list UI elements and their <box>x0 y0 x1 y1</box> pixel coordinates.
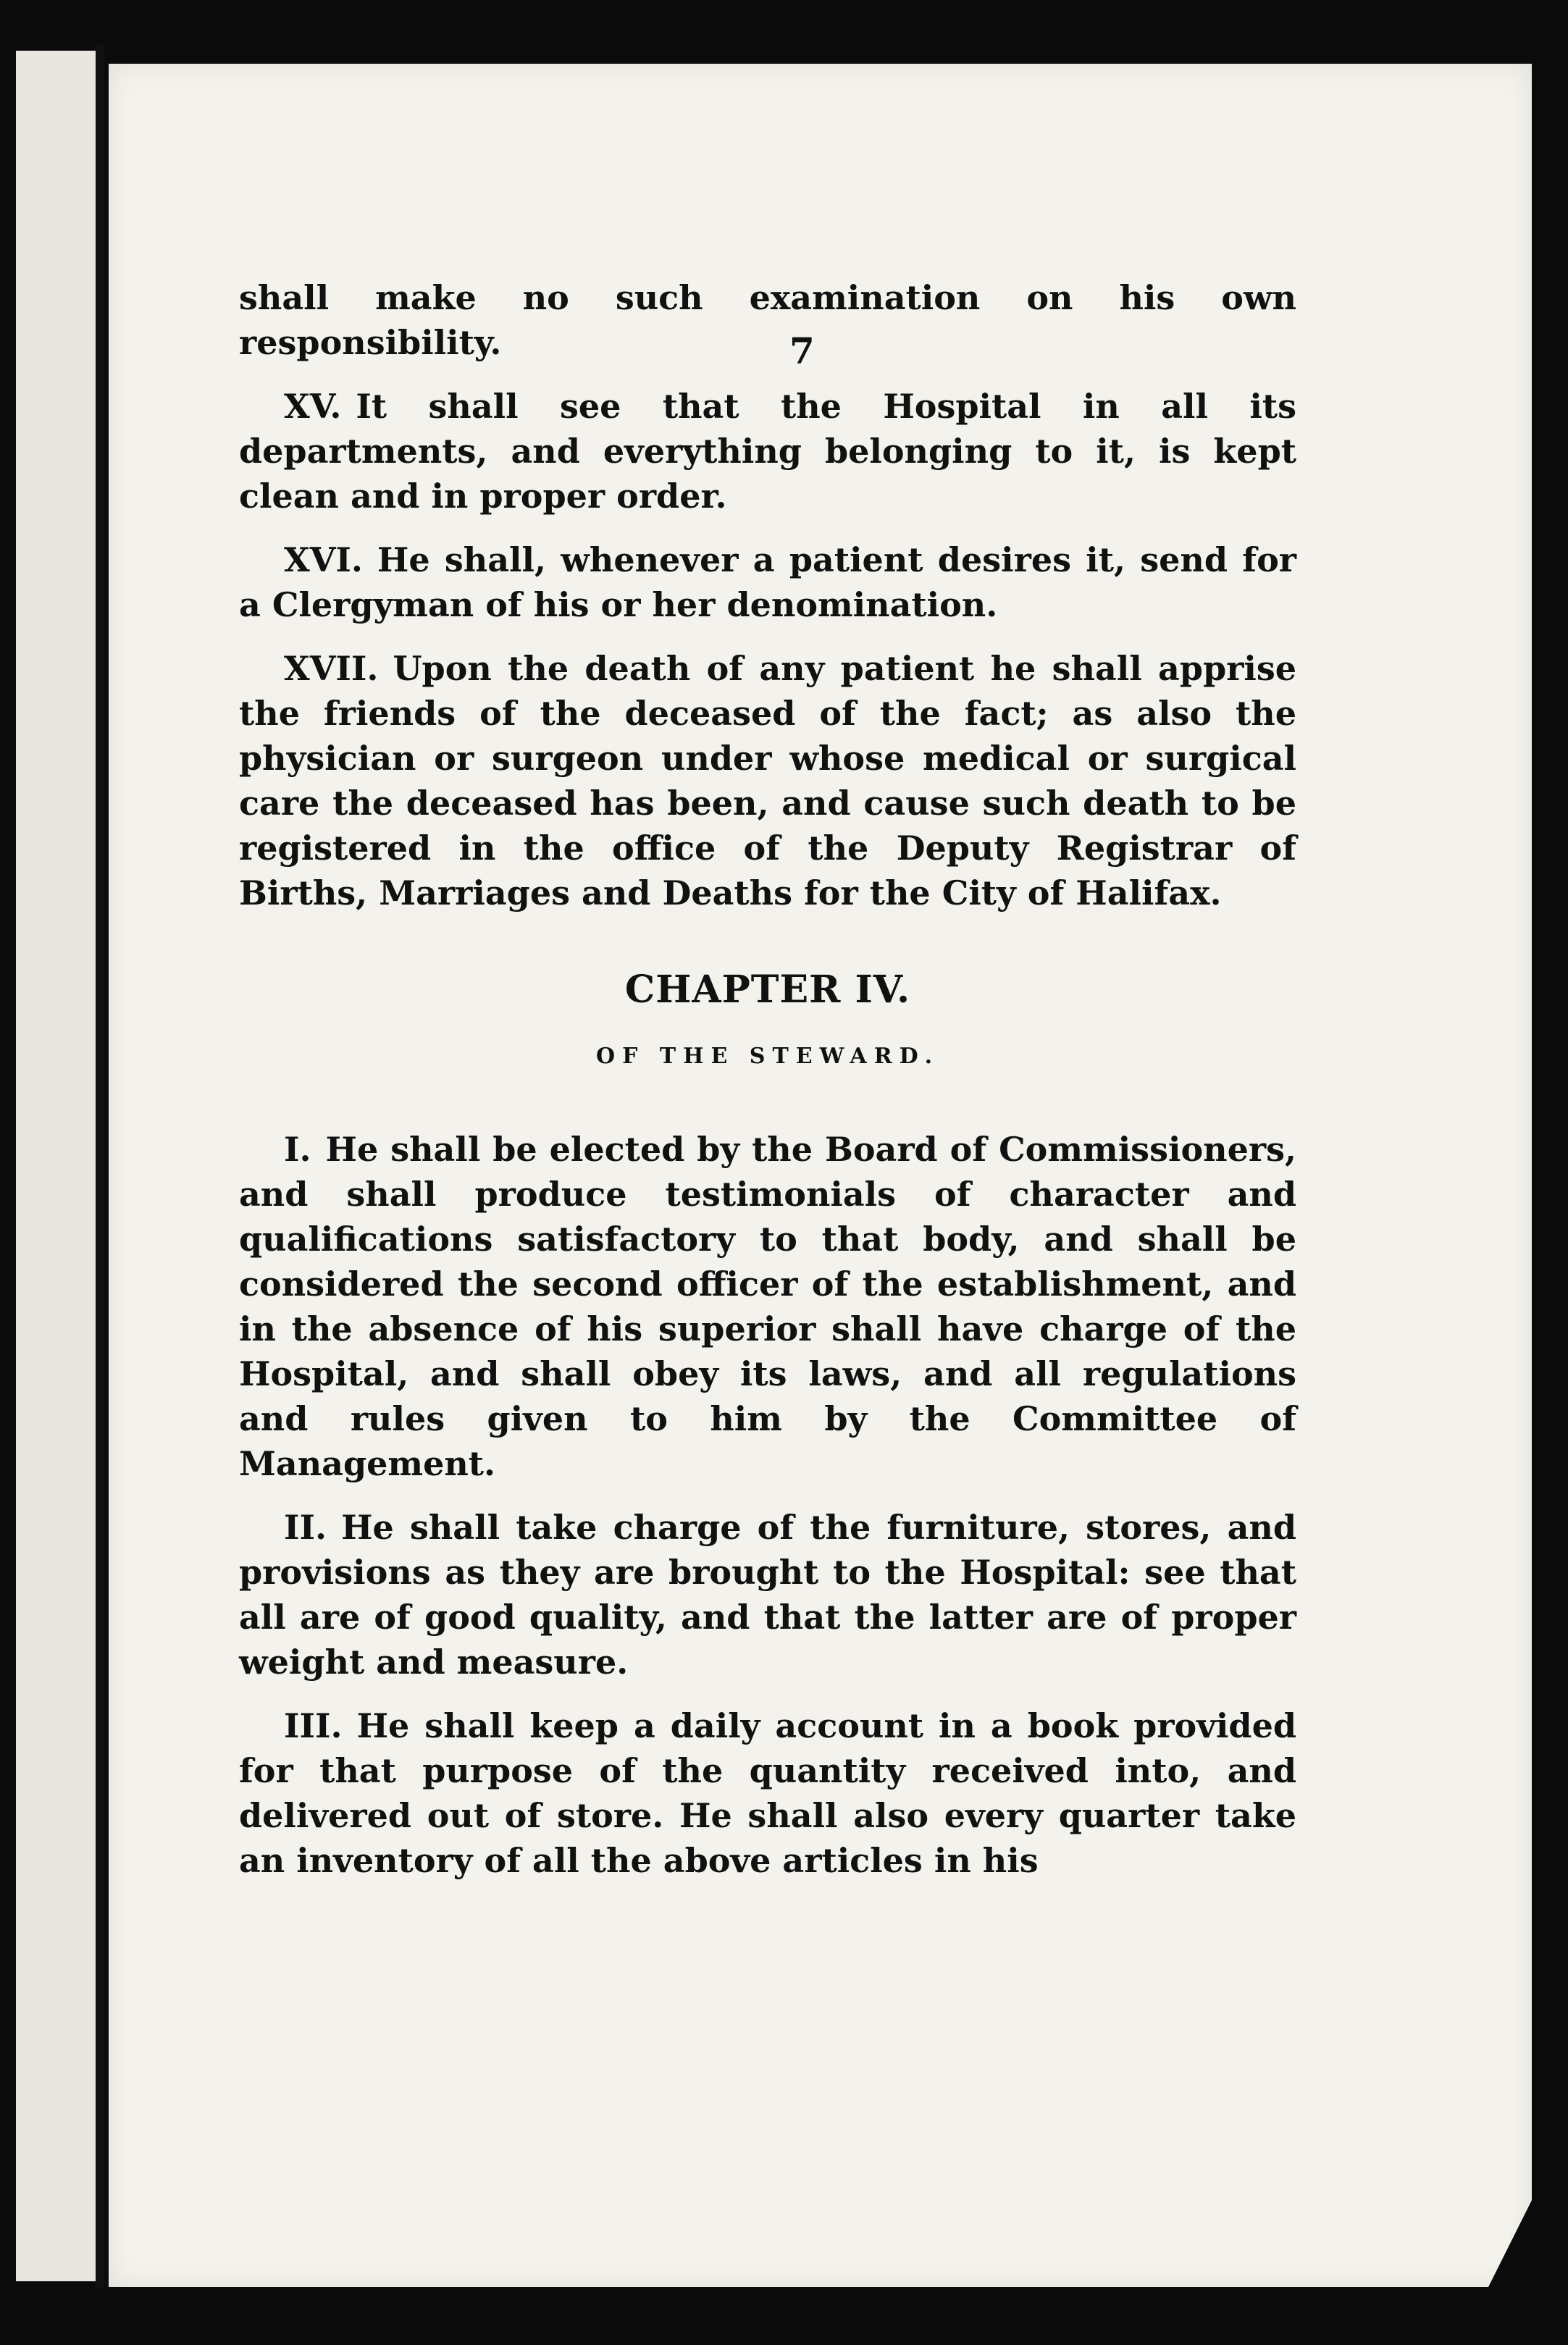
section-steward-clauses <box>239 1127 1296 1883</box>
clause-number: XV. <box>284 387 342 426</box>
clause-xv <box>239 384 1296 519</box>
clause-text: He shall keep a daily account in a book provided for that purpose of the quantity received into, and delivered out of store. He shall also every quarter take an inventory of all the above articles in his <box>239 1706 1296 1880</box>
torn-corner <box>1488 2200 1532 2287</box>
clause-xvi <box>239 537 1296 627</box>
clause-i <box>239 1127 1296 1486</box>
clause-number: XVII. <box>284 649 379 688</box>
section-continued-clauses <box>239 275 1296 915</box>
clause-number: I. <box>284 1130 311 1169</box>
clause-ii <box>239 1505 1296 1685</box>
clause-text: Upon the death of any patient he shall apprise the friends of the deceased of the fact; as also the physician or surgeon under whose medical or surgical care the deceased has been, and cause such death to be registered in the office of the Deputy Registrar of Births, Marriages and Deaths for the City of Halifax. <box>239 649 1296 913</box>
clause-text: He shall be elected by the Board of Commissioners, and shall produce testimonials of character and qualifications satisfactory to that body, and shall be considered the second officer of the establishment, and in the absence of his superior shall have charge of the Hospital, and shall obey its laws, and all regulations and rules given to him by the Committee of Management. <box>239 1130 1296 1483</box>
page-body <box>239 275 1296 1902</box>
clause-number: XVI. <box>284 540 363 579</box>
clause-xvii <box>239 646 1296 915</box>
facing-page-edge <box>16 51 98 2281</box>
chapter-title: CHAPTER IV. <box>624 968 911 1012</box>
paragraph-continuation <box>239 275 1296 365</box>
page-number: 7 <box>789 330 815 372</box>
clause-number: II. <box>284 1508 327 1547</box>
paragraph-text: shall make no such examination on his own responsibility. <box>239 278 1296 362</box>
binding-gutter <box>96 43 104 2289</box>
clause-text: It shall see that the Hospital in all its departments, and everything belonging to it, is kept clean and in proper order. <box>239 387 1296 516</box>
clause-iii <box>239 1703 1296 1883</box>
clause-number: III. <box>284 1706 343 1745</box>
clause-text: He shall, whenever a patient desires it, send for a Clergyman of his or her denomination. <box>239 540 1296 624</box>
chapter-subtitle: OF THE STEWARD. <box>595 1044 940 1069</box>
clause-text: He shall take charge of the furniture, stores, and provisions as they are brought to the Hospital: see that all are of good quality, and that the latter are of proper weight and measure. <box>239 1508 1296 1682</box>
